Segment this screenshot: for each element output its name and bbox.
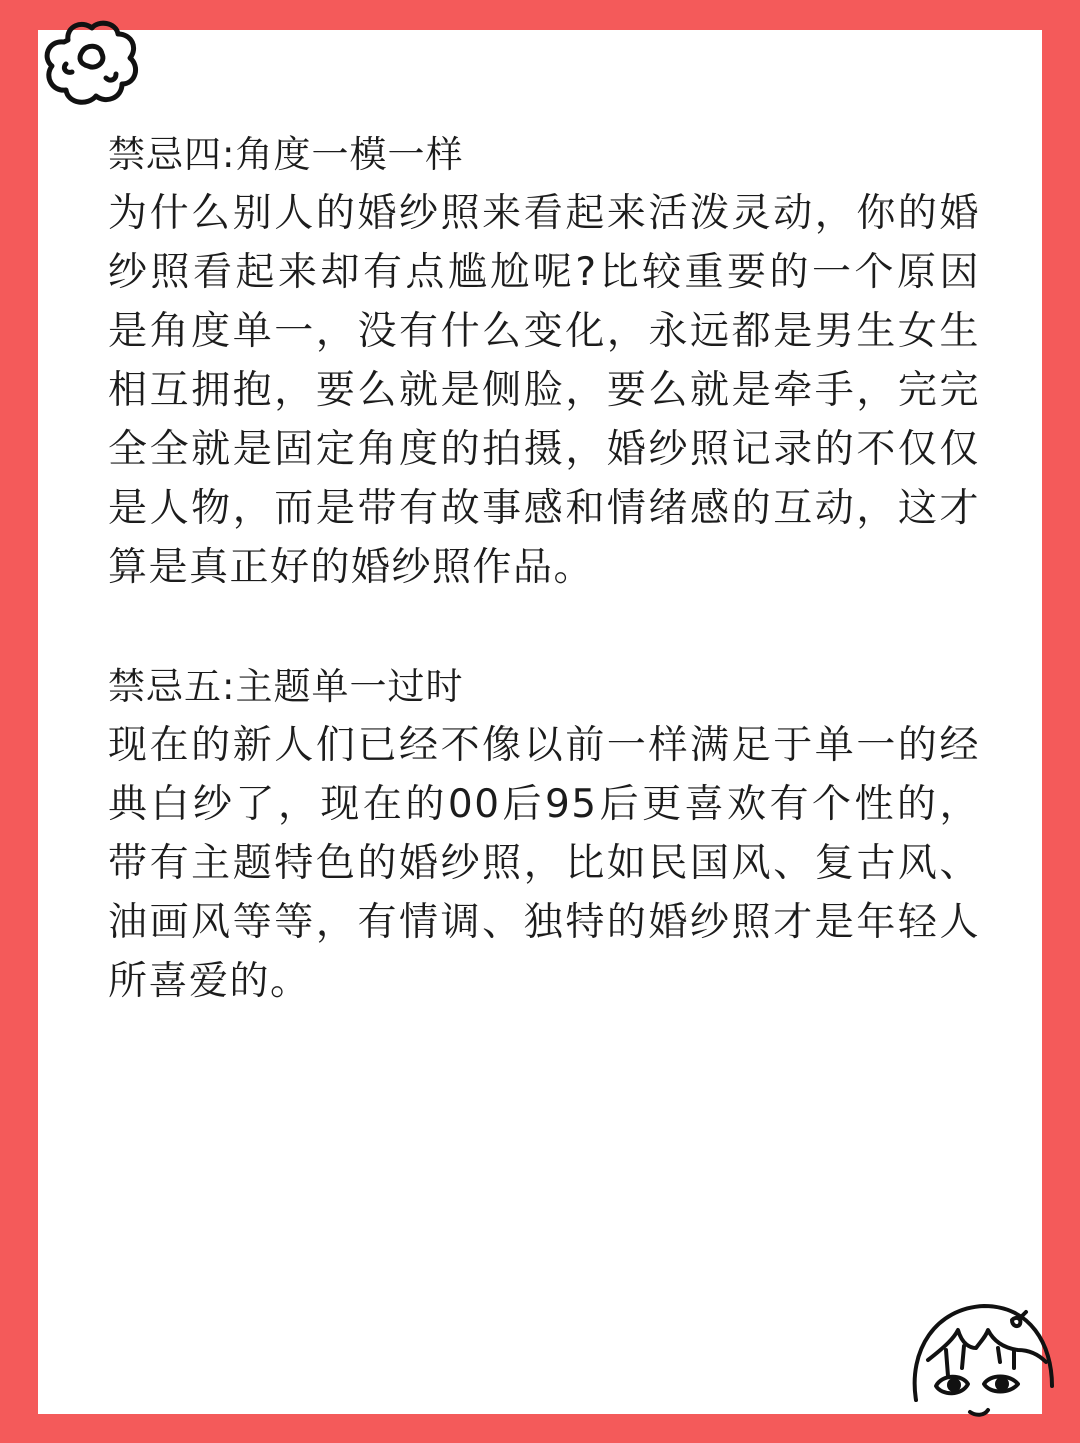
article-content	[108, 125, 980, 1011]
section-body: 现在的新人们已经不像以前一样满足于单一的经典白纱了，现在的00后95后更喜欢有个性的，带有主题特色的婚纱照，比如民国风、复古风、油画风等等，有情调、独特的婚纱照才是年轻人所喜爱的。	[108, 723, 980, 1004]
flower-doodle-icon	[42, 18, 142, 106]
section-body: 为什么别人的婚纱照来看起来活泼灵动，你的婚纱照看起来却有点尴尬呢?比较重要的一个原因是角度单一，没有什么变化，永远都是男生女生相互拥抱，要么就是侧脸，要么就是牵手，完完全全就是固定角度的拍摄，婚纱照记录的不仅仅是人物，而是带有故事感和情绪感的互动，这才算是真正好的婚纱照作品。	[108, 191, 980, 590]
section-taboo-four	[108, 125, 980, 597]
girl-face-doodle-icon	[906, 1290, 1056, 1440]
section-taboo-five	[108, 657, 980, 1011]
section-heading: 禁忌四:角度一模一样	[108, 133, 464, 176]
section-heading: 禁忌五:主题单一过时	[108, 665, 464, 708]
